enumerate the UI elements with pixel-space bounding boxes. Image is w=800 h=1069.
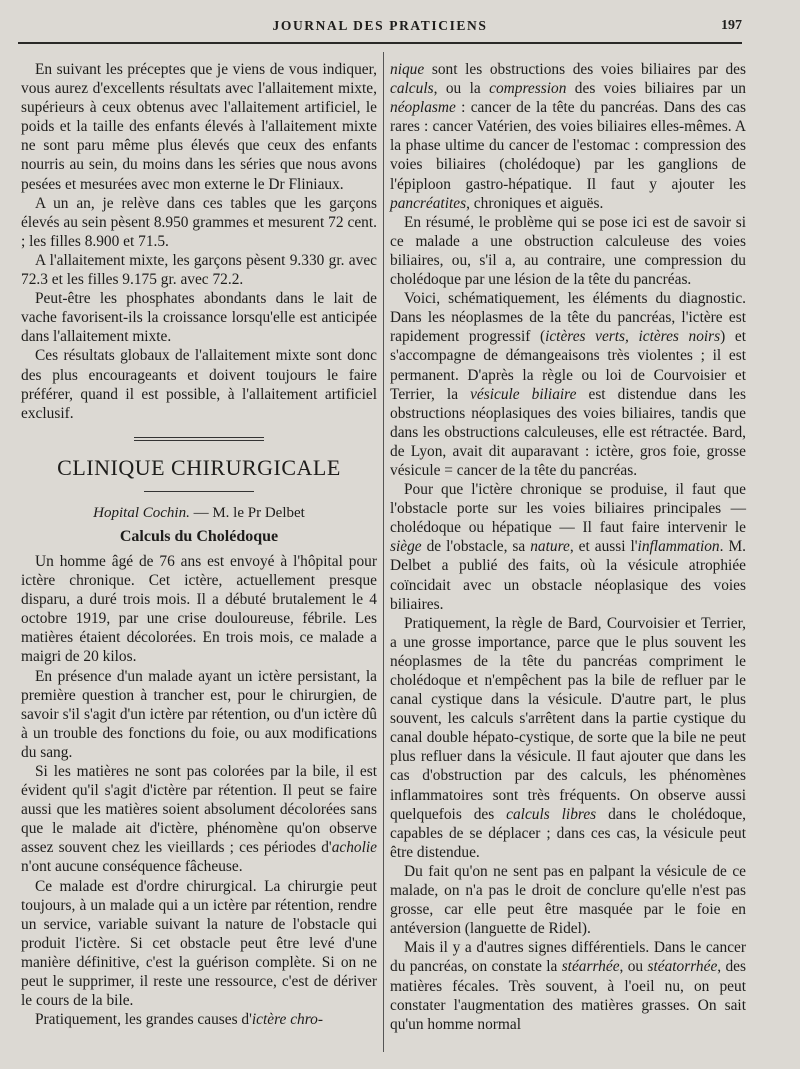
- text-run-italic: nature: [530, 538, 570, 556]
- text-run: , des matières fécales. Très souvent, à l'oeil nu, on peut constater l'augmentation des matières grasses. On sait qu'un homme normal: [390, 958, 746, 1033]
- header-rule: [18, 42, 742, 44]
- article-title: Calculs du Cholédoque: [119, 527, 279, 545]
- text-run: : cancer de la tête du pancréas. Dans des cas rares : cancer Vatérien, des voies biliaires elles-mêmes. A la phase ultime du cancer de l'estomac : compression des voies biliaires (cholédoque) par les ganglions de l'épiploon gastro-hépatique. Il faut y ajouter les: [390, 99, 746, 193]
- right-column: [390, 60, 746, 1034]
- paragraph: Un homme âgé de 76 ans est envoyé à l'hôpital pour ictère chronique. Cet ictère, actuellement presque disparu, a duré trois mois. Il a débuté brutalement le 4 octobre 1919, par une crise douloureuse, fébrile. Les matières étaient décolorées. En trois mois, ce malade a maigri de 20 kilos.: [21, 552, 377, 666]
- paragraph: [390, 289, 746, 480]
- paragraph: Peut-être les phosphates abondants dans le lait de vache favorisent-ils la croissance lorsqu'elle est anticipée dans l'allaitement mixte.: [21, 290, 377, 346]
- paragraph: [21, 762, 377, 877]
- text-run: est distendue dans les obstructions néoplasiques des voies biliaires, tandis que dans les obstructions calculeuses, elle est rétractée. Bard, de Lyon, avait dit auparavant : ictère, gros foie, grosse vésicule = cancer de la tête du pancréas.: [390, 385, 747, 479]
- text-run: Si les matières ne sont pas colorées par la bile, il est évident qu'il s'agit d'ictère par rétention. Il peut se faire aussi que les matières soient absolument décolorées sans que le malade ait d'ictère, phénomène qu'on observe assez souvent chez les vieillards ; ces périodes d': [21, 763, 377, 857]
- text-run-italic: compression: [489, 80, 567, 98]
- text-run: n'ont aucune conséquence fâcheuse.: [21, 858, 243, 876]
- paragraph: [21, 1010, 377, 1029]
- text-run-italic: nique: [390, 61, 425, 78]
- paragraph: [390, 480, 746, 614]
- text-run-italic: néoplasme: [390, 99, 456, 117]
- text-run-italic: inflammation: [637, 538, 720, 556]
- paragraph: En résumé, le problème qui se pose ici est de savoir si ce malade a une obstruction calculeuse des voies biliaires, ou, s'il a, au contraire, une compression du cholédoque par une lésion de la tête du pancréas.: [390, 213, 746, 289]
- text-run: , chroniques et aiguës.: [466, 194, 604, 212]
- text-run-italic: ictères verts, ictères noirs: [545, 328, 721, 346]
- text-run: . M. Delbet a publié des faits, où la vésicule atrophiée coïncidait avec un obstacle néoplasique des voies biliaires.: [390, 538, 746, 613]
- paragraph: A l'allaitement mixte, les garçons pèsent 9.330 gr. avec 72.3 et les filles 9.175 gr. avec 72.2.: [21, 251, 377, 289]
- journal-title: JOURNAL DES PRATICIENS: [272, 18, 488, 33]
- text-run: Pratiquement, les grandes causes d': [35, 1011, 252, 1029]
- text-run-italic: calculs libres: [506, 805, 597, 823]
- column-divider: [383, 52, 384, 1052]
- text-run: Mais il y a d'autres signes différentiels. Dans le cancer du pancréas, on constate la: [390, 939, 746, 976]
- text-run: de l'obstacle, sa: [421, 538, 531, 556]
- paragraph: [390, 60, 746, 213]
- paragraph: [390, 938, 746, 1033]
- paragraph: Du fait qu'on ne sent pas en palpant la vésicule de ce malade, on n'a pas le droit de conclure qu'elle n'est pas grosse, car elle peut être masquée par le foie en antéversion (languette de Ridel).: [390, 862, 746, 938]
- text-run-italic: calculs: [390, 80, 434, 98]
- section-rule: [144, 491, 254, 492]
- text-run: , ou: [619, 958, 648, 976]
- text-run-italic: stéatorrhée: [647, 958, 718, 976]
- paragraph: A un an, je relève dans ces tables que les garçons élevés au sein pèsent 8.950 grammes et mesurent 72 cent. ; les filles 8.900 et 71.5.: [21, 194, 377, 250]
- text-run-italic: pancréatites: [390, 194, 467, 212]
- paragraph: En suivant les préceptes que je viens de vous indiquer, vous aurez d'excellents résultats avec l'allaitement mixte, supérieurs à ceux obtenus avec l'allaitement artificiel, le poids et la taille des enfants élevés à l'allaitement mixte ne sont paru même plus élevés que ceux des enfants nourris au sein, du moins dans les séries que nous avons pesées et mesurées avec mon externe le Dr Fliniaux.: [21, 61, 377, 193]
- paragraph: Ces résultats globaux de l'allaitement mixte sont donc des plus encourageants et doivent toujours le faire préférer, quand il est possible, à l'allaitement artificiel exclusif.: [21, 347, 377, 422]
- text-run-italic: siège: [390, 538, 422, 556]
- text-run: Voici, schématiquement, les éléments du diagnostic. Dans les néoplasmes de la tête du pancréas, l'ictère est rapidement progressif (: [390, 290, 746, 346]
- text-run: dans le cholédoque, capables de se déplacer ; dans ces cas, la vésicule peut être distendue.: [390, 805, 746, 861]
- text-run-italic: stéarrhée: [561, 958, 620, 976]
- text-run: ) et s'accompagne de démangeaisons très violentes ; il est permanent. D'après la règle ou loi de Courvoisier et Terrier, la: [390, 328, 746, 403]
- paragraph: [390, 614, 746, 862]
- text-run-italic: vésicule biliaire: [470, 385, 577, 403]
- text-run: des voies biliaires par un: [566, 80, 746, 98]
- text-run: Pratiquement, la règle de Bard, Courvoisier et Terrier, a une grosse importance, parce que le plus souvent les néoplasmes de la tête du pancréas compriment le cholédoque et n'empêchent pas la bile de refluer par le canal cystique dans la vésicule. D'autre part, le plus souvent, les calculs s'arrêtent dans la partie cystique du canal double hépato-cystique, de sorte que la bile ne peut plus refluer dans la vésicule. Il faut ajouter que dans les cas d'obstruction par des calculs, les phénomènes inflammatoires sont très fréquents. On observe aussi quelquefois des: [390, 614, 746, 823]
- article-byline: [21, 504, 377, 523]
- page-number: 197: [721, 18, 742, 33]
- section-title: CLINIQUE CHIRURGICALE: [57, 454, 341, 480]
- text-run: Pour que l'ictère chronique se produise, il faut que l'obstacle porte sur les voies biliaires principales — cholédoque ou hépatique — Il faut faire intervenir le: [390, 481, 746, 537]
- text-run-italic: ictère chro-: [251, 1011, 323, 1029]
- text-run: sont les obstructions des voies biliaires par des: [424, 61, 746, 78]
- text-run-italic: acholie: [331, 839, 377, 857]
- byline-hospital: Hopital Cochin.: [93, 504, 190, 521]
- paragraph: Ce malade est d'ordre chirurgical. La chirurgie peut toujours, à un malade qui a un ictère par rétention, rendre un service, variable suivant la nature de l'obstacle qui produit l'ictère. Si cet obstacle peut être levé d'une manière définitive, c'est la guérison complète. Si on ne peut le supprimer, il reste une ressource, c'est de dériver le cours de la bile.: [21, 877, 377, 1010]
- running-header: [18, 18, 742, 40]
- paragraph: En présence d'un malade ayant un ictère persistant, la première question à trancher est, pour le chirurgien, de savoir s'il s'agit d'un ictère par rétention, ou d'un ictère dû à un trouble des fonctions du foie, ou aux modifications du sang.: [21, 667, 377, 761]
- text-run: , ou la: [433, 80, 490, 98]
- text-run: , et aussi l': [569, 538, 638, 556]
- section-separator: [134, 437, 264, 441]
- left-column: [21, 60, 377, 1029]
- byline-author: — M. le Pr Delbet: [189, 504, 305, 521]
